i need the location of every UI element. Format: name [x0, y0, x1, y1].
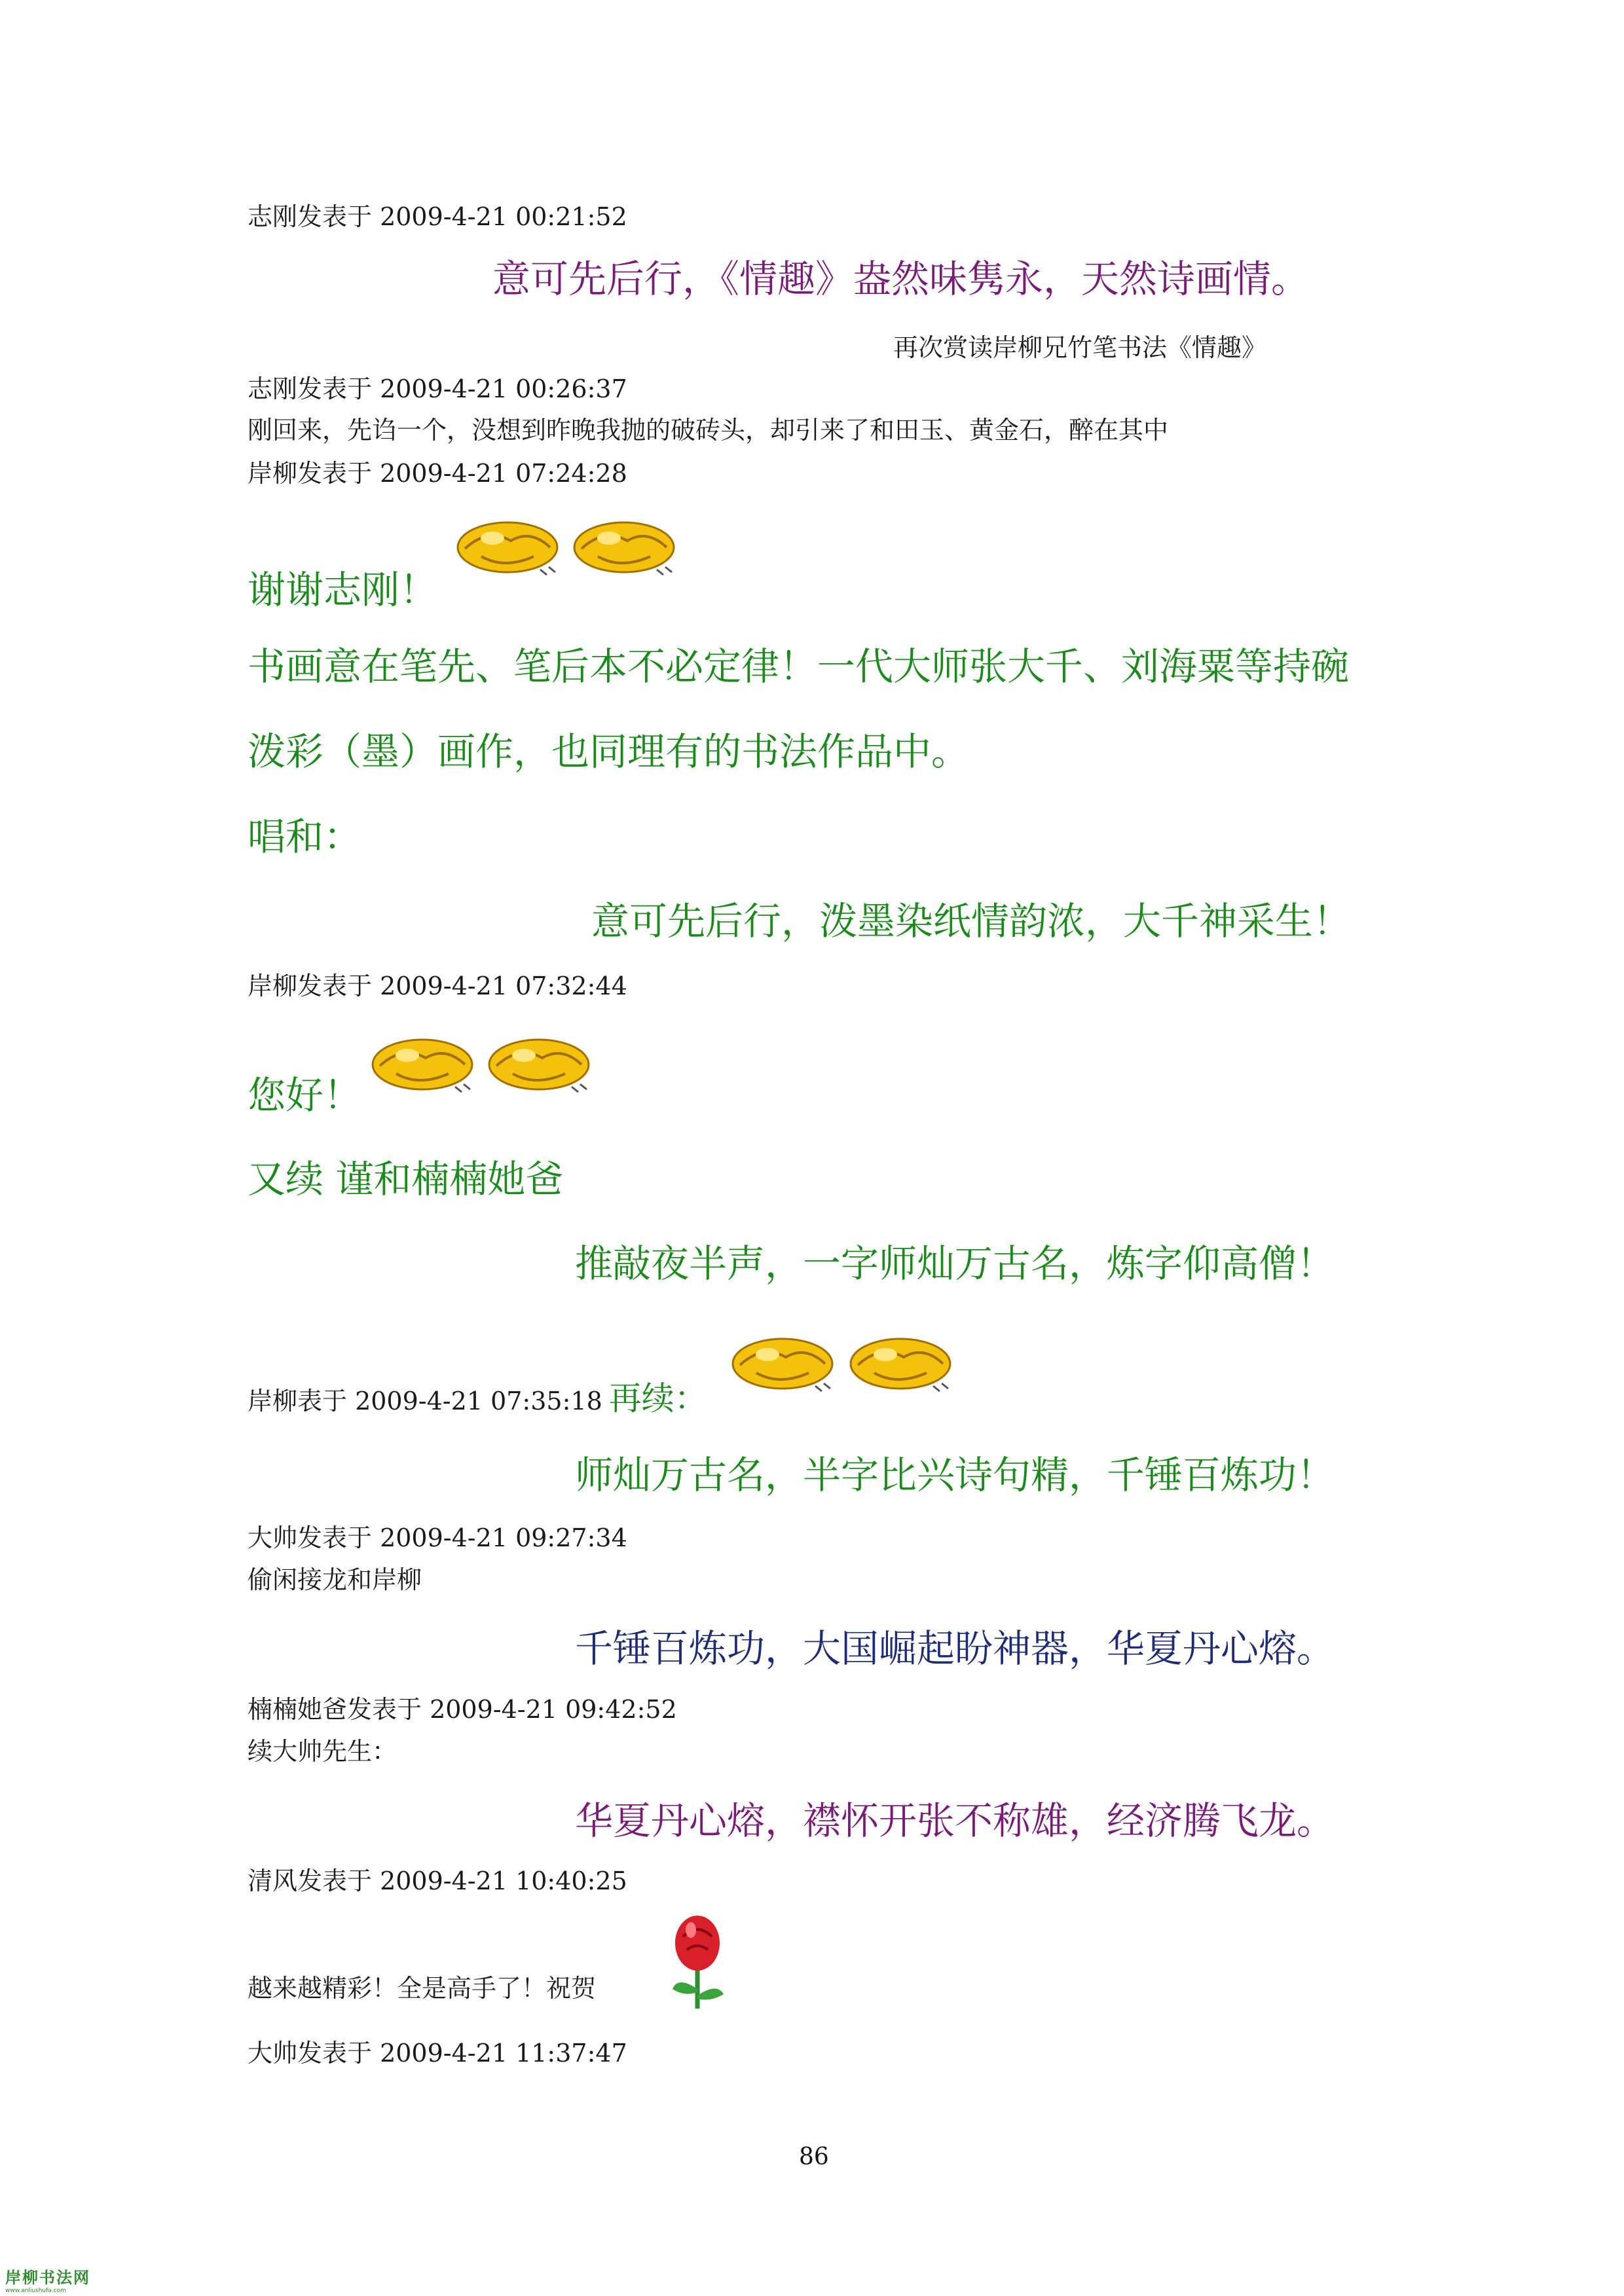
- rose-icon: [665, 1910, 730, 2018]
- handshake-icon: [483, 1027, 595, 1101]
- handshake-icon: [845, 1326, 956, 1400]
- post-label: 唱和：: [248, 814, 362, 859]
- post-meta: 岸柳表于 2009-4-21 07:35:18: [248, 1387, 602, 1415]
- post-text: 泼彩（墨）画作，也同理有的书法作品中。: [248, 729, 970, 774]
- verse-line: 意可先后行，泼墨染纸情韵浓，大千神采生！: [591, 899, 1352, 943]
- greeting: 您好！: [248, 1073, 362, 1118]
- verse-note: 再次赏读岸柳兄竹笔书法《情趣》: [893, 333, 1267, 362]
- handshake-icon: [568, 509, 680, 584]
- post-text: 书画意在笔先、笔后本不必定律！一代大师张大千、刘海粟等持碗: [248, 644, 1350, 689]
- post-meta: 楠楠她爸发表于 2009-4-21 09:42:52: [248, 1695, 677, 1724]
- greeting: 谢谢志刚！: [248, 568, 438, 612]
- post-text: 刚回来，先诌一个，没想到昨晚我抛的破砖头，却引来了和田玉、黄金石，醉在其中: [248, 416, 1169, 445]
- post-meta: 岸柳发表于 2009-4-21 07:32:44: [248, 972, 627, 1000]
- post-label: 再续：: [608, 1379, 707, 1417]
- logo-title: 岸柳书法网: [5, 2269, 90, 2287]
- handshake-icon: [367, 1027, 478, 1101]
- verse-line: 华夏丹心熔，襟怀开张不称雄，经济腾飞龙。: [575, 1798, 1335, 1843]
- post-text: 越来越精彩！全是高手了！祝贺: [248, 1974, 597, 2003]
- logo-url: www.anliushufa.com: [5, 2287, 66, 2294]
- post-meta: 清风发表于 2009-4-21 10:40:25: [248, 1867, 627, 1895]
- handshake-icon: [727, 1326, 838, 1400]
- post-text: 续大帅先生：: [248, 1737, 397, 1766]
- verse-line: 师灿万古名，半字比兴诗句精，千锤百炼功！: [575, 1453, 1335, 1497]
- verse-line: 千锤百炼功，大国崛起盼神器，华夏丹心熔。: [575, 1626, 1335, 1671]
- page-number: 86: [799, 2143, 829, 2170]
- verse-line: 推敲夜半声，一字师灿万古名，炼字仰高僧！: [575, 1241, 1335, 1286]
- handshake-icon: [452, 509, 563, 584]
- post-meta: 岸柳发表于 2009-4-21 07:24:28: [248, 459, 627, 488]
- post-meta: 志刚发表于 2009-4-21 00:21:52: [248, 202, 627, 231]
- post-text: 又续 谨和楠楠她爸: [248, 1157, 564, 1201]
- post-meta: 大帅发表于 2009-4-21 11:37:47: [248, 2039, 627, 2068]
- post-meta-row: [248, 1380, 707, 1418]
- post-meta: 大帅发表于 2009-4-21 09:27:34: [248, 1523, 627, 1552]
- site-logo: [5, 2269, 90, 2294]
- post-text: 偷闲接龙和岸柳: [248, 1565, 422, 1594]
- verse-line: 意可先后行，《情趣》盎然味隽永，天然诗画情。: [492, 257, 1310, 301]
- post-meta: 志刚发表于 2009-4-21 00:26:37: [248, 374, 627, 403]
